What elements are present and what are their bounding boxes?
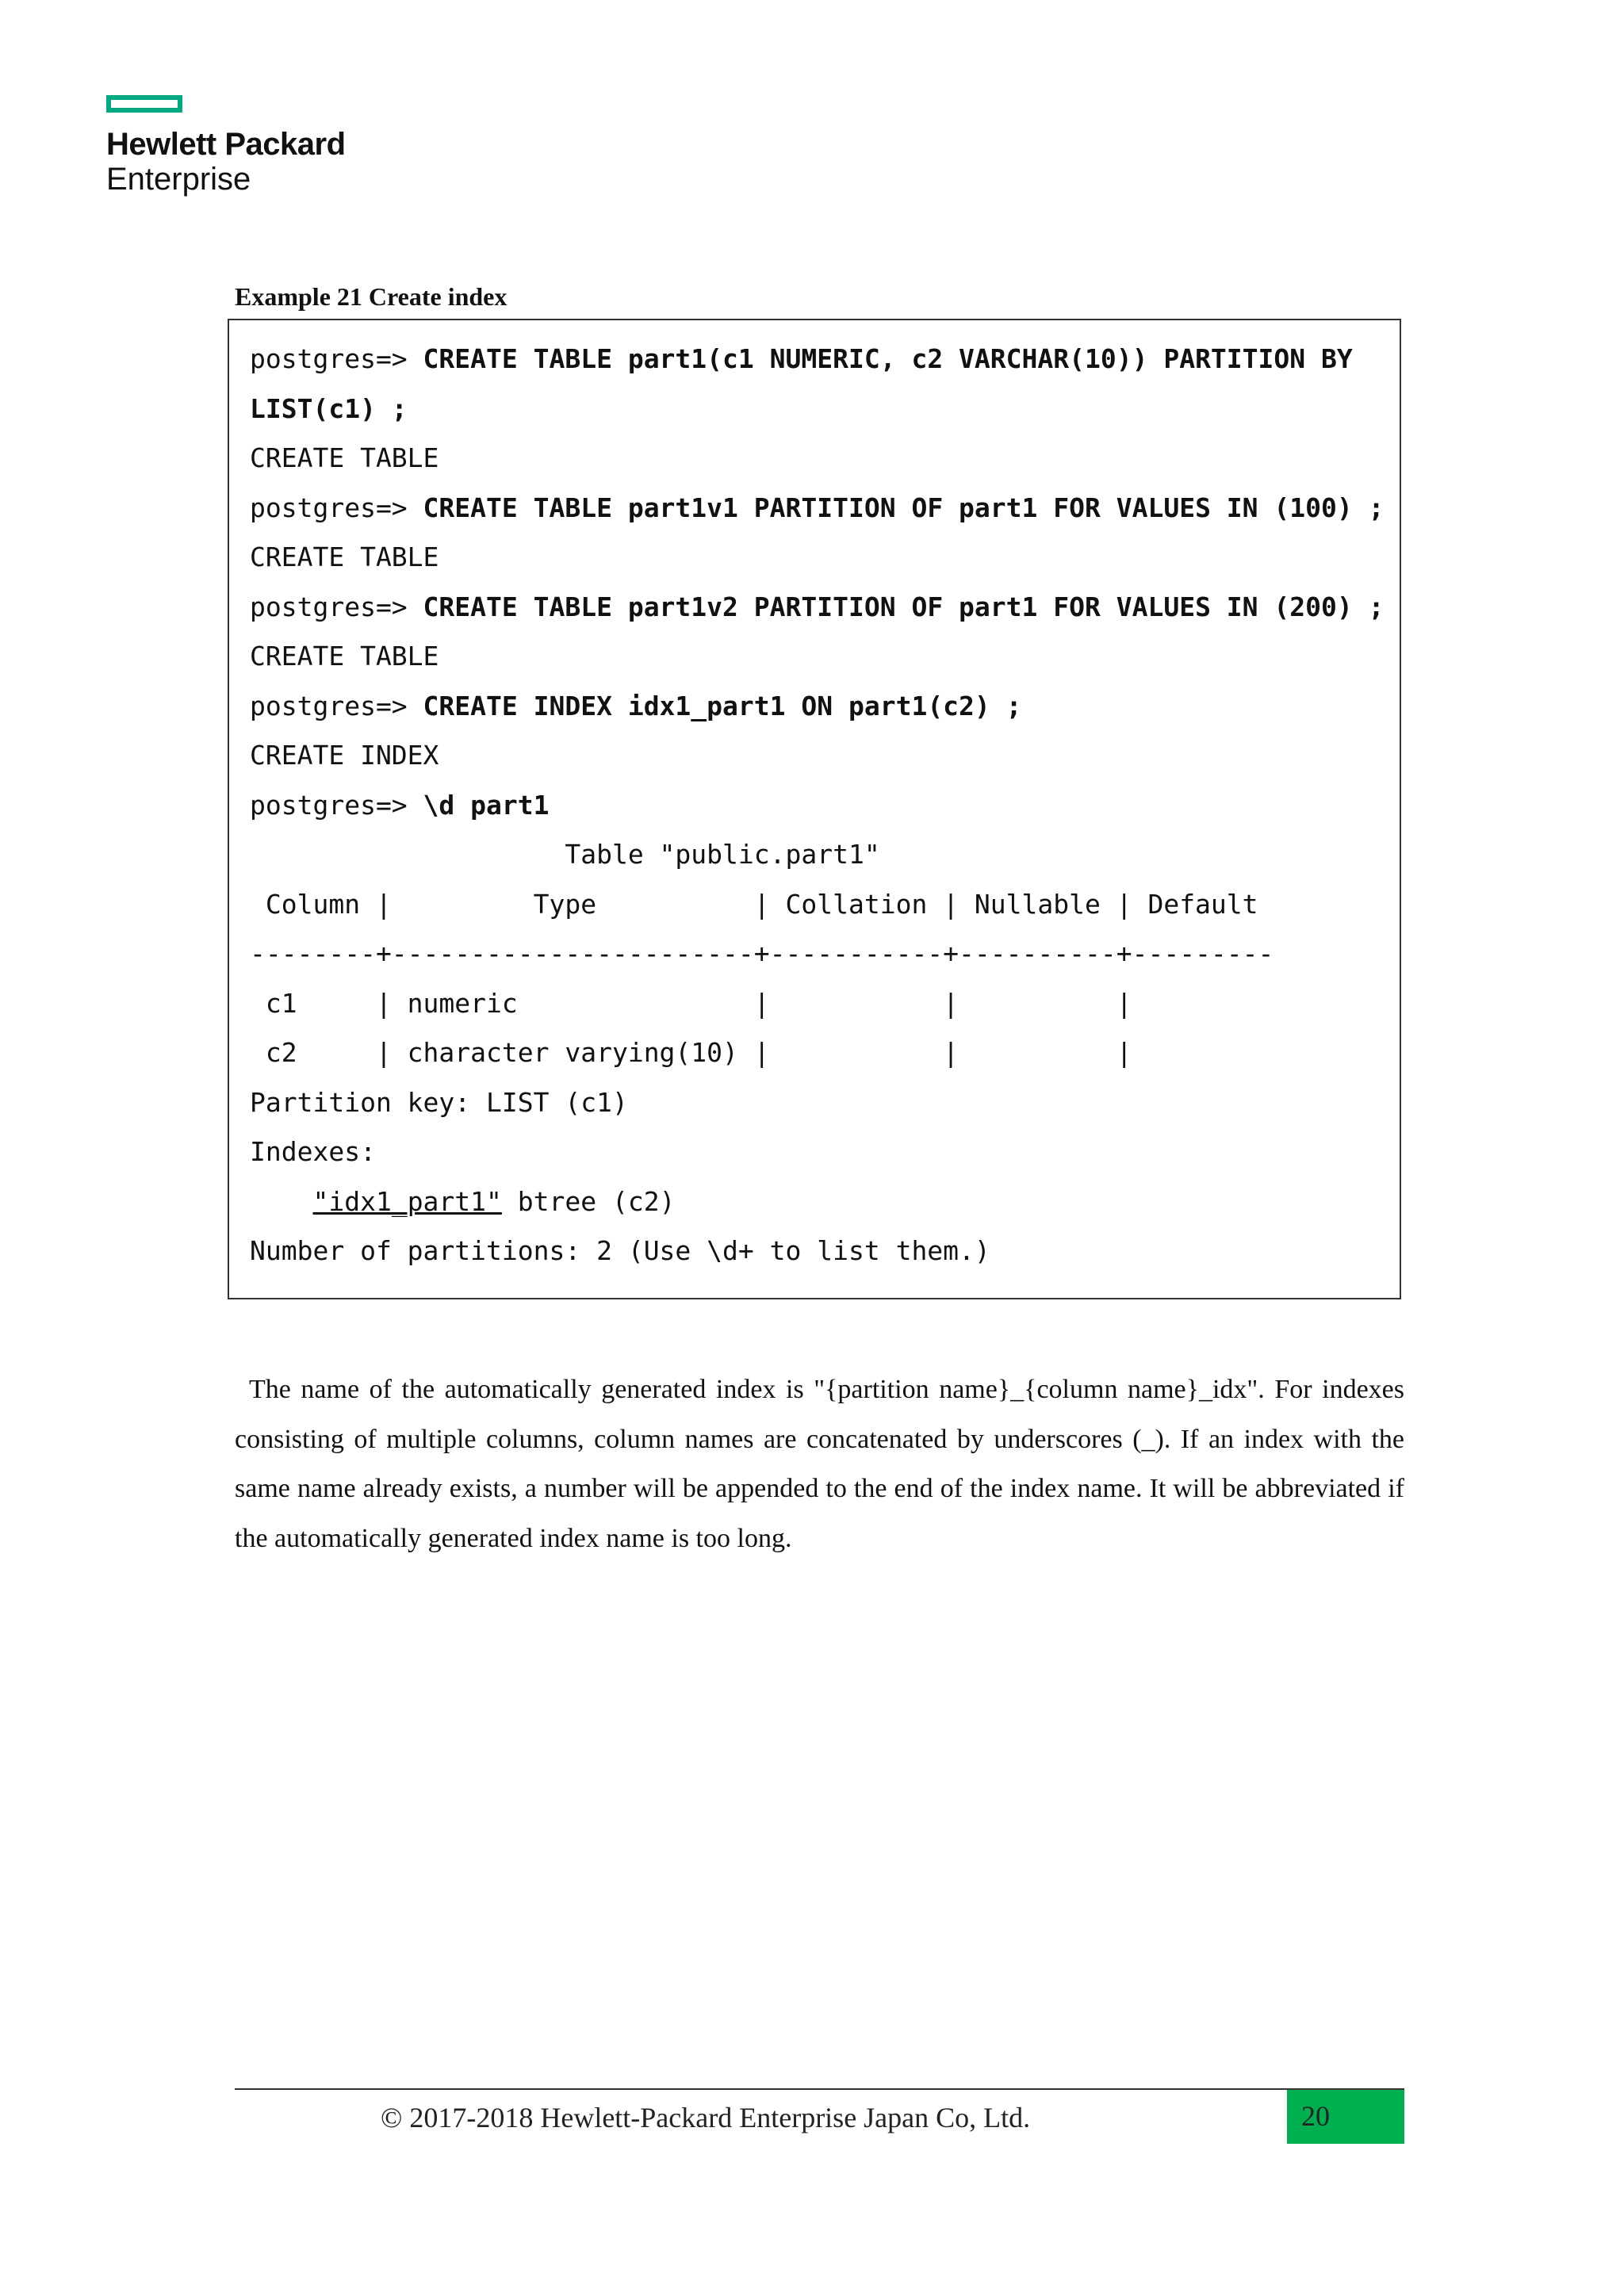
code-command: CREATE TABLE part1v1 PARTITION OF part1 FOR VALUES IN (100) ; [423, 492, 1385, 523]
hpe-logo-mark [106, 95, 182, 113]
example-caption: Example 21 Create index [235, 282, 508, 311]
page-number: 20 [1301, 2100, 1330, 2132]
footer-divider [235, 2088, 1404, 2090]
table-title: Table "public.part1" [250, 839, 880, 870]
code-example-box [228, 319, 1401, 1299]
index-detail: btree (c2) [501, 1185, 676, 1217]
code-command: CREATE TABLE part1v2 PARTITION OF part1 FOR VALUES IN (200) ; [423, 591, 1385, 622]
code-prompt: postgres=> [250, 591, 423, 622]
index-name: "idx1_part1" [312, 1185, 502, 1217]
code-block [250, 335, 1384, 1276]
code-output: CREATE INDEX [250, 740, 439, 771]
logo-text-line2: Enterprise [106, 162, 251, 197]
index-indent [250, 1186, 312, 1217]
code-command: LIST(c1) ; [250, 392, 408, 424]
code-command: \d part1 [423, 789, 550, 821]
partition-key-line: Partition key: LIST (c1) [250, 1086, 628, 1118]
code-command: CREATE TABLE part1(c1 NUMERIC, c2 VARCHAR(10)) PARTITION BY [423, 343, 1353, 374]
body-paragraph: The name of the automatically generated index is "{partition name}_{column name}_idx". For indexes consisting of multiple columns, column names are concatenated by underscores (_). If an index with the same name already exists, a number will be appended to the end of the index name. It will be abbreviated if the automatically generated index name is too long. [235, 1375, 1404, 1553]
page-number-badge [1287, 2090, 1404, 2144]
code-prompt: postgres=> [250, 492, 423, 523]
partitions-count-line: Number of partitions: 2 (Use \d+ to list them.) [250, 1235, 990, 1266]
code-command: CREATE INDEX idx1_part1 ON part1(c2) ; [423, 690, 1022, 721]
table-row: c2 | character varying(10) | | | [250, 1037, 1132, 1068]
code-output: CREATE TABLE [250, 541, 439, 572]
code-prompt: postgres=> [250, 789, 423, 821]
code-output: CREATE TABLE [250, 641, 439, 672]
table-header: Column | Type | Collation | Nullable | Default [250, 888, 1258, 920]
code-output: CREATE TABLE [250, 442, 439, 473]
logo-text-line1: Hewlett Packard [106, 127, 346, 162]
code-prompt: postgres=> [250, 690, 423, 721]
hpe-logo [106, 95, 346, 197]
code-prompt: postgres=> [250, 343, 423, 374]
table-separator: --------+-----------------------+-----------+----------+--------- [250, 938, 1274, 969]
footer-copyright: © 2017-2018 Hewlett-Packard Enterprise Japan Co, Ltd. [381, 2102, 1031, 2133]
table-row: c1 | numeric | | | [250, 987, 1132, 1019]
indexes-heading: Indexes: [250, 1136, 376, 1167]
